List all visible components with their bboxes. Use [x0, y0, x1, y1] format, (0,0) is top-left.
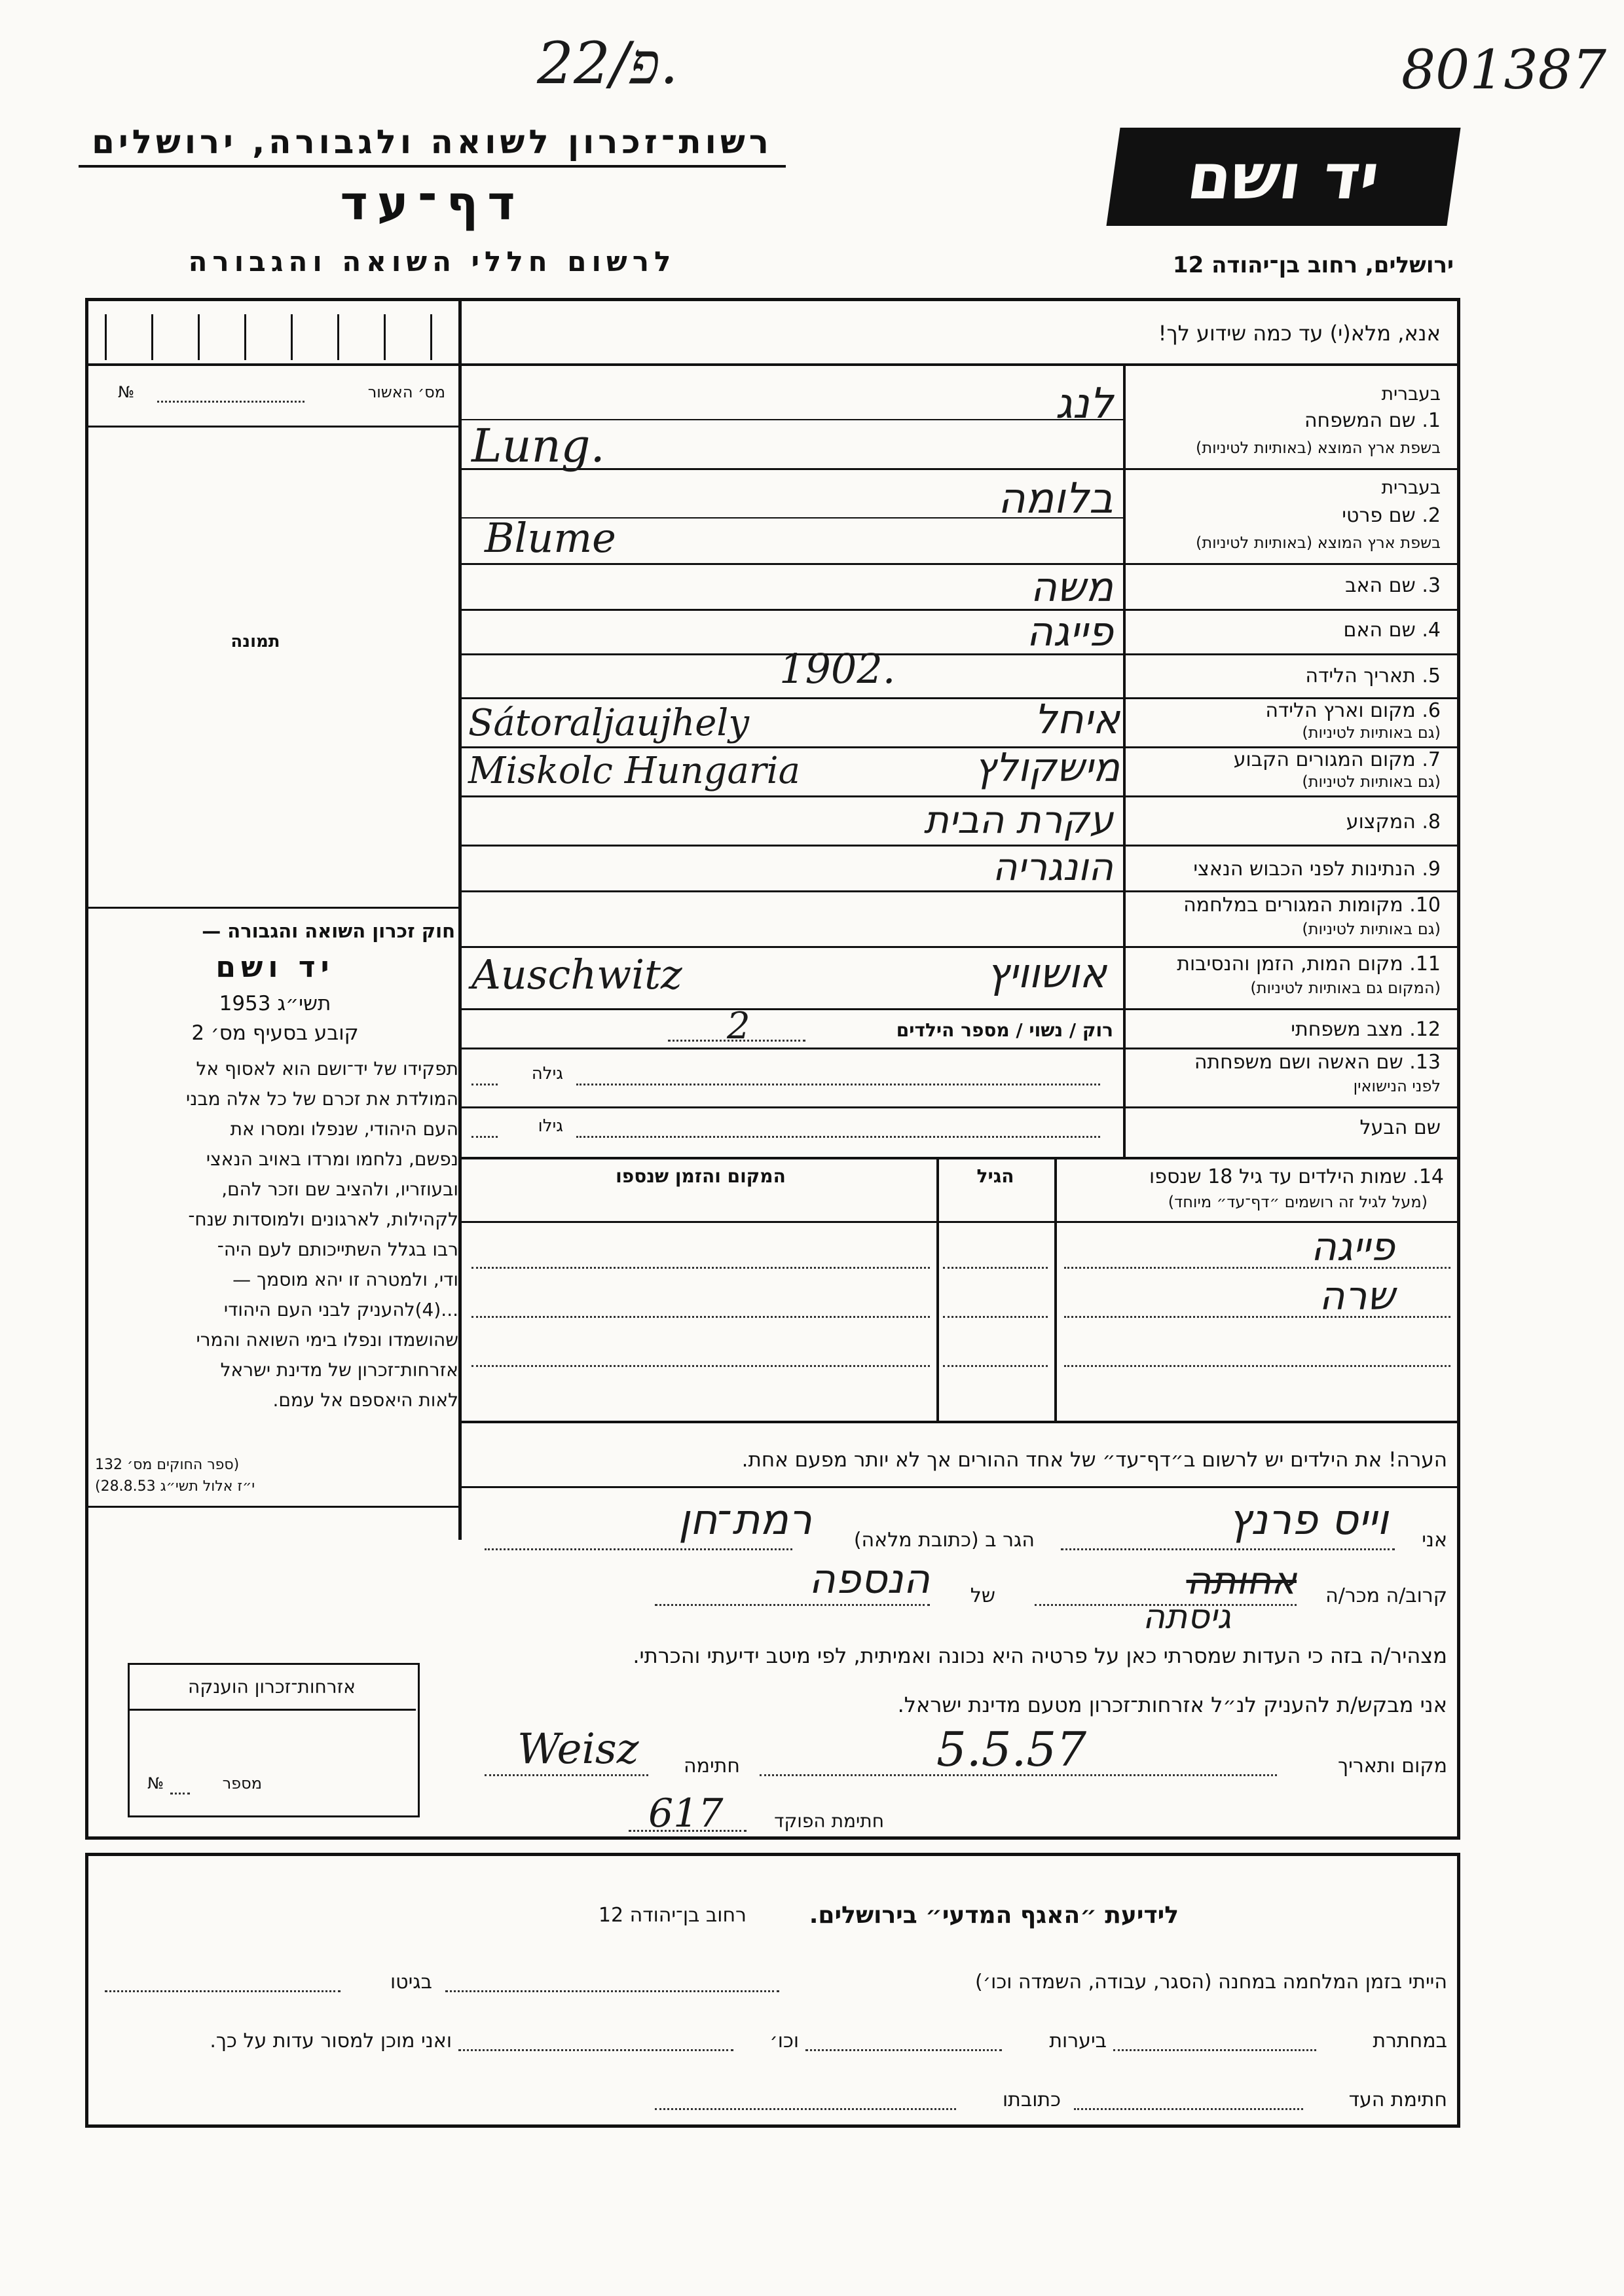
field-10-sub: (גם באותיות לטיניות) [1302, 920, 1441, 938]
children-table-bottom-rule [462, 1421, 1457, 1423]
field-13-age-label: גילה [531, 1064, 563, 1084]
footer-forests-line[interactable] [805, 2049, 1002, 2051]
footer-top-rule [85, 1853, 1460, 1856]
footer-address: רחוב בן־יהודה 12 [598, 1904, 747, 1927]
law-text-line: שהושמדו ונפלו בימי השואה והמרי [196, 1329, 458, 1351]
law-reference-1: (ספר החוקים מס׳ 132 [95, 1457, 240, 1473]
field-6-value[interactable]: איחל [1033, 695, 1120, 743]
law-clause: קובע בסעיף מס׳ 2 [191, 1021, 359, 1045]
field-1-number: 1. [1422, 409, 1441, 432]
field-11-label [1133, 953, 1441, 975]
declarant-address[interactable]: רמת־חן [678, 1496, 812, 1544]
law-reference-2: י״ז אלול תשי״ג 28.8.53) [95, 1478, 255, 1495]
intro-instruction: אנא, מלא(י) עד כמה שידוע לך! [1158, 321, 1441, 346]
field-13-sub: לפני הנישואין [1353, 1077, 1441, 1095]
field-2-hebrew-tag: בעברית [1381, 477, 1441, 498]
field-8-value[interactable]: עקרת הבית [923, 797, 1113, 842]
field-2-latin-tag: בשפת ארץ המוצא (באותיות לטיניות) [1196, 534, 1441, 552]
children-table-row-line [471, 1267, 930, 1269]
field-6-number: 6. [1422, 699, 1441, 722]
field-12-label [1133, 1018, 1441, 1041]
field-11-label-text: מקום המות, הזמן והנסיבות [1177, 953, 1403, 975]
field-6-label-text: מקום וארץ הלידה [1265, 699, 1416, 722]
left-panel-divider [458, 301, 462, 1540]
handwritten-record-number: 801387 [1401, 39, 1607, 101]
field-5-number: 5. [1422, 665, 1441, 687]
field-3-number: 3. [1422, 574, 1441, 597]
relation-line [1035, 1604, 1297, 1606]
signature-line [485, 1774, 648, 1776]
children-table-number: 14. [1412, 1165, 1444, 1188]
declaration-statement: מצהיר/ה בזה כי העדות שמסרתי כאן על פרטיה היא נכונה ואמיתית, לפי מיטב ידיעתי והכרתי. [633, 1643, 1447, 1668]
field-5-value[interactable]: 1902. [779, 645, 896, 693]
field-6-sub: (גם באותיות לטיניות) [1302, 723, 1441, 742]
children-table-place-header: המקום והזמן שנספו [616, 1165, 786, 1187]
field-7-sub: (גם באותיות לטיניות) [1302, 773, 1441, 791]
organization-title: רשות־זכרון לשואה ולגבורה, ירושלים [92, 123, 773, 161]
child-name-1[interactable]: פייגה [1310, 1224, 1395, 1270]
declarant-address-label: הגר ב (כתובת מלאה) [853, 1529, 1035, 1552]
law-title: חוק זכרון השואה והגבורה — [202, 920, 455, 942]
field-8-number: 8. [1422, 811, 1441, 833]
field-husband-label: שם הבעל [1359, 1116, 1441, 1139]
citizenship-number-symbol: № [147, 1774, 164, 1793]
place-date-value[interactable]: 5.5.57 [936, 1722, 1087, 1777]
children-table-row-line [943, 1365, 1048, 1367]
field-11-number: 11. [1409, 953, 1441, 975]
signature-value[interactable]: Weisz [517, 1725, 639, 1774]
footer-underground-label: במחתרת [1373, 2030, 1447, 2052]
children-table-row-line [943, 1316, 1048, 1318]
field-13-label-text: שם האשה ושם משפחתה [1194, 1051, 1403, 1074]
field-7-label [1133, 748, 1441, 771]
field-1-value-latin[interactable]: Lung. [471, 419, 605, 473]
footer-line1-camp: הייתי בזמן המלחמה במחנה (הסגר, עבודה, השמדה וכו׳) [974, 1971, 1447, 1994]
field-3-value[interactable]: משה [1030, 563, 1113, 611]
declaration-i-label: אני [1422, 1529, 1447, 1552]
field-6-value-latin[interactable]: Sátoraljaujhely [468, 702, 749, 744]
children-table-title [1061, 1165, 1444, 1188]
law-text-line: ובעוזריו, ולהציב שם וזכר להם, [221, 1178, 458, 1200]
footer-witness-signature-label: חתימת העד [1348, 2088, 1447, 2111]
field-9-value[interactable]: הונגריה [992, 845, 1113, 889]
field-13-age-line[interactable] [471, 1084, 498, 1085]
field-12-options: רוק / נשוי / מספר הילדים [896, 1019, 1113, 1041]
law-text-line: ...(4)להעניק לבני העם היהודי [223, 1299, 458, 1321]
children-table-row-line [1064, 1365, 1450, 1367]
header-rule [79, 165, 786, 168]
footer-camp-line[interactable] [445, 1990, 779, 1992]
yad-vashem-logo: יד ושם [1106, 128, 1460, 226]
field-13-line[interactable] [576, 1084, 1100, 1085]
intro-rule [88, 363, 1457, 366]
label-column-divider [1123, 366, 1126, 1158]
footer-ghetto-line[interactable] [105, 1990, 341, 1992]
children-table-header-rule [462, 1221, 1457, 1223]
footer-forests-label: ביערות [1049, 2030, 1107, 2052]
row-rule [462, 946, 1457, 948]
field-4-label [1133, 619, 1441, 642]
place-date-label: מקום ותאריך [1338, 1755, 1447, 1777]
field-1-hebrew-tag: בעברית [1381, 383, 1441, 405]
field-2-number: 2. [1422, 504, 1441, 527]
relation-label: קרוב/ה מכר/ה [1325, 1584, 1447, 1607]
footer-witness-address-line[interactable] [655, 2108, 956, 2110]
law-text-line: המולדת את זכרם של כל אלה מבני [185, 1088, 458, 1110]
children-table-age-header: הגיל [976, 1165, 1014, 1187]
law-text-line: נפשם, נלחמו ומרדו באויב הנאצי [206, 1148, 458, 1170]
child-name-2[interactable]: שרה [1319, 1273, 1395, 1319]
field-10-number: 10. [1409, 894, 1441, 917]
field-1-latin-tag: בשפת ארץ המוצא (באותיות לטיניות) [1196, 439, 1441, 457]
law-text-line: ודי, ולמטרה זו יהא מוסמך — [232, 1269, 458, 1290]
footer-underground-line[interactable] [1113, 2049, 1316, 2051]
children-table-divider [936, 1159, 939, 1421]
footer-witness-address-label: כתובתו [1003, 2088, 1061, 2111]
declarant-name[interactable]: וייס פרנץ [1228, 1496, 1388, 1544]
field-7-value[interactable]: מישקולץ [974, 745, 1120, 791]
field-4-value[interactable]: פייגה [1026, 608, 1113, 655]
form-subtitle: לרשום חללי השואה והגבורה [188, 246, 676, 278]
signature-label: חתימה [683, 1755, 740, 1777]
field-2-label-text: שם פרטי [1342, 504, 1416, 527]
law-text [95, 1054, 458, 1415]
law-text-line: אזרחות־זכרון של מדינת ישראל [220, 1359, 458, 1381]
row-rule [462, 1008, 1457, 1010]
law-year: תשי״ג 1953 [219, 992, 331, 1015]
children-table-label: שמות הילדים עד גיל 18 שנספו [1149, 1165, 1407, 1188]
header-address: ירושלים, רחוב בן־יהודה 12 [1172, 252, 1454, 278]
field-3-label [1133, 574, 1441, 597]
children-note: הערה! את הילדים יש לרשום ב״דף־עד״ של אחד ההורים אך לא יותר מפעם אחת. [741, 1448, 1447, 1472]
field-7-value-latin[interactable]: Miskolc Hungaria [468, 750, 800, 792]
field-2-value-hebrew[interactable]: בלומה [997, 475, 1113, 523]
footer-title: לידיעת ״האגף המדעי״ בירושלים. [809, 1902, 1179, 1929]
photo-rule [88, 907, 460, 909]
approval-no-symbol: № [118, 383, 134, 401]
footer-etc-line[interactable] [458, 2049, 733, 2051]
field-13-number: 13. [1409, 1051, 1441, 1074]
row-rule [462, 1106, 1457, 1108]
declarant-name-line [1061, 1548, 1395, 1550]
field-9-number: 9. [1422, 858, 1441, 881]
declarant-address-line [485, 1548, 792, 1550]
field-12-label-text: מצב משפחתי [1291, 1018, 1403, 1041]
children-table-row-line [471, 1365, 930, 1367]
form-title: דף־עד [340, 175, 525, 230]
officer-signature-line [629, 1830, 747, 1832]
of-line [655, 1604, 930, 1606]
field-2-label [1133, 504, 1441, 527]
field-1-label-text: שם המשפחה [1304, 409, 1416, 432]
law-name: יד ושם [215, 951, 335, 984]
citizenship-label: אזרחות־זכרון הוענקה [188, 1676, 356, 1698]
citizenship-number-line [170, 1793, 190, 1795]
row-rule [462, 468, 1457, 470]
field-4-label-text: שם האם [1343, 619, 1416, 642]
row-rule [462, 890, 1457, 892]
field-1-label [1133, 409, 1441, 432]
field-11-value[interactable]: אושוויץ [986, 949, 1107, 997]
field-4-number: 4. [1422, 619, 1441, 642]
photo-label: תמונה [231, 632, 280, 651]
place-date-line [760, 1774, 1277, 1776]
children-table-sub: (מעל לגיל זה רושמים ״דף־עד״ מיוחד) [1168, 1193, 1428, 1211]
citizenship-number-label: מספר [222, 1774, 262, 1793]
row-rule [462, 1048, 1457, 1049]
field-husband-age-label: גילו [538, 1116, 563, 1136]
field-11-sub: (המקום גם באותיות לטיניות) [1250, 979, 1441, 997]
field-2-value-latin[interactable]: Blume [485, 514, 616, 562]
footer-etc-label: וכו׳ [769, 2030, 799, 2052]
field-5-label-text: תאריך הלידה [1305, 665, 1416, 687]
coding-boxes [105, 314, 432, 360]
children-table-row-line [471, 1316, 930, 1318]
approval-number-line [157, 401, 304, 403]
field-7-number: 7. [1422, 748, 1441, 771]
note-rule [462, 1486, 1457, 1488]
children-table-divider [1054, 1159, 1057, 1421]
relation-struck: אחותה [1186, 1558, 1297, 1603]
footer-willing-text: ואני מוכן למסור עדות על כך. [210, 2030, 452, 2052]
field-7-label-text: מקום המגורים הקבוע [1233, 748, 1416, 771]
field-13-label [1133, 1051, 1441, 1074]
approval-rule [88, 426, 460, 428]
field-9-label-text: הנתינות לפני הכבוש הנאצי [1193, 858, 1416, 881]
field-5-label [1133, 665, 1441, 687]
field-husband-age-line[interactable] [471, 1136, 498, 1138]
law-bottom-rule [88, 1506, 460, 1508]
field-9-label [1133, 858, 1441, 881]
field-8-label [1133, 811, 1441, 833]
law-text-line: לקהילות, לארגונים ולמוסדות שנח־ [188, 1209, 458, 1230]
footer-ghetto-label: בגיטו [390, 1971, 432, 1994]
row-rule [462, 1157, 1457, 1159]
field-1-value-hebrew[interactable]: לנג [1055, 380, 1113, 428]
field-12-number: 12. [1409, 1018, 1441, 1041]
field-12-children-count[interactable]: 2 [727, 1005, 750, 1048]
children-table-row-line [943, 1267, 1048, 1269]
field-11-value-latin[interactable]: Auschwitz [471, 951, 682, 998]
of-value[interactable]: הנספה [809, 1555, 930, 1603]
law-text-line: העם היהודי, שנפלו ומסרו את [230, 1118, 458, 1140]
field-3-label-text: שם האב [1345, 574, 1416, 597]
field-6-label [1133, 699, 1441, 722]
handwritten-file-number: 22/פ. [537, 29, 678, 97]
of-label: של [970, 1584, 995, 1607]
approval-label: מס׳ האשור [367, 383, 445, 401]
declaration-request: אני מבקש/ת להעניק לנ״ל אזרחות־זכרון מטעם מדינת ישראל. [897, 1692, 1447, 1717]
law-text-line: רבו בגלל השתייכותם לעם היה־ [217, 1239, 458, 1260]
footer-witness-signature-line[interactable] [1074, 2108, 1303, 2110]
field-12-children-line [668, 1040, 805, 1042]
field-8-label-text: המקצוע [1346, 811, 1416, 833]
field-10-label [1133, 894, 1441, 917]
field-husband-line[interactable] [576, 1136, 1100, 1138]
relation-value[interactable]: גיסתה [1143, 1597, 1231, 1637]
law-text-line: תפקידו של יד־ושם הוא לאסוף אל [196, 1058, 458, 1080]
field-10-label-text: מקומות המגורים במלחמה [1183, 894, 1403, 917]
citizenship-rule [130, 1709, 416, 1711]
officer-signature-value[interactable]: 617 [648, 1791, 724, 1836]
law-text-line: לאות היאספם אל עמם. [272, 1389, 458, 1411]
officer-signature-label: חתימת הפוקד [774, 1810, 884, 1832]
